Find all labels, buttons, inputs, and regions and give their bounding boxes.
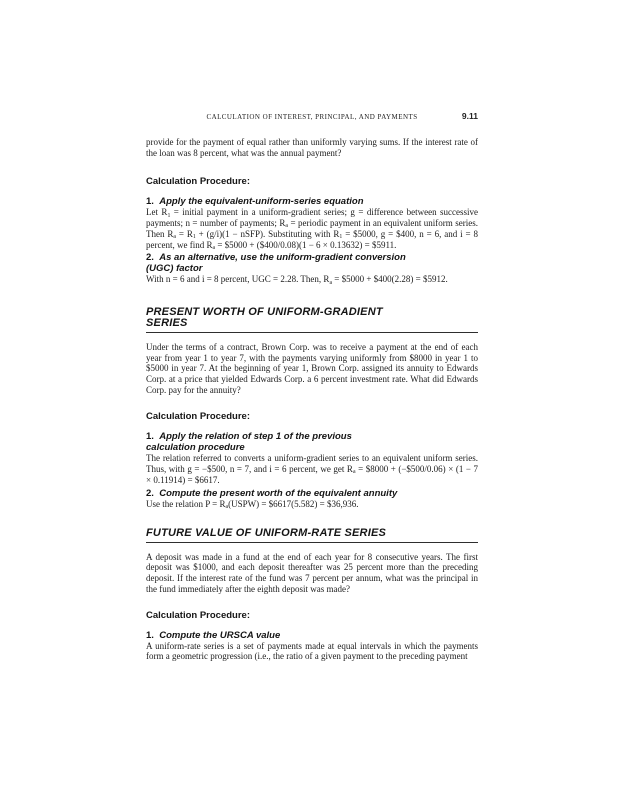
section-heading-line: FUTURE VALUE OF UNIFORM-RATE SERIES xyxy=(146,527,387,540)
step-title-text: (UGC) factor xyxy=(146,263,203,275)
problem-paragraph: A deposit was made in a fund at the end of each year for 8 consecutive years. The first deposit was $1000, and each deposit thereafter was 25 percent more than the preceding deposit. If the interest rate of the fund was 7 percent per annum, what was the principal in the fund immediately after the eighth deposit was made? xyxy=(146,551,478,594)
calculation-procedure-heading: Calculation Procedure: xyxy=(146,176,250,188)
intro-paragraph: provide for the payment of equal rather than uniformly varying sums. If the interest rate of the loan was 8 percent, what was the annual payment? xyxy=(146,137,478,158)
step-body: The relation referred to converts a uniform-gradient series to an equivalent uniform series. Thus, with g = −$500, n = 7, and i = 6 percent, we get $R_a$ = $8000 + (−$500/0.06) × (1 − 7 × 0.11914) = $6617. xyxy=(146,453,478,485)
step-title-text: As an alternative, use the uniform-gradient conversion xyxy=(159,252,406,264)
step-number: 1. xyxy=(146,431,154,443)
step-title-text: Compute the present worth of the equivalent annuity xyxy=(159,487,398,499)
section-heading xyxy=(146,307,478,333)
section-heading xyxy=(146,528,478,543)
step-title xyxy=(146,196,478,207)
calculation-procedure-heading: Calculation Procedure: xyxy=(146,609,250,621)
step-number: 1. xyxy=(146,196,154,208)
step-body: With n = 6 and i = 8 percent, UGC = 2.28. Then, $R_a$ = $5000 + $400(2.28) = $5912. xyxy=(146,274,448,286)
step-number: 2. xyxy=(146,252,154,264)
running-header xyxy=(146,113,478,122)
step-body: Let $R_1$ = initial payment in a uniform-gradient series; g = difference between successive payments; n = number of payments; $R_a$ = periodic payment in an equivalent uniform series. Then $R_a = R_1 + (g/i)(1$ − nSFP). Substituting with $R_1$ = $5000, g = $400, n = 6, and i = 8 percent, we find $R_a$ = $5000 + ($400/0.08)(1 − 6 × 0.13632) = $5911. xyxy=(146,207,478,251)
section-heading-line: SERIES xyxy=(146,317,188,330)
step-title-text: Compute the URSCA value xyxy=(159,629,281,641)
running-header-title: CALCULATION OF INTEREST, PRINCIPAL, AND PAYMENTS xyxy=(206,113,418,121)
step-title xyxy=(146,431,478,453)
problem-paragraph: Under the terms of a contract, Brown Corp. was to receive a payment at the end of each year from year 1 to year 7, with the payments varying uniformly from $8000 in year 1 to $5000 in year 7. At the beginning of year 1, Brown Corp. assigned its annuity to Edwards Corp. at a price that yielded Edwards Corp. a 6 percent investment rate. What did Edwards Corp. pay for the annuity? xyxy=(146,341,478,395)
section-heading-line: PRESENT WORTH OF UNIFORM-GRADIENT xyxy=(146,305,383,318)
page-content xyxy=(146,113,478,662)
step-number: 1. xyxy=(146,629,154,641)
step-title-text: calculation procedure xyxy=(146,442,245,454)
step-number: 2. xyxy=(146,487,154,499)
step-title-text: Apply the relation of step 1 of the previous xyxy=(159,431,352,443)
step-title xyxy=(146,630,478,641)
step-title xyxy=(146,252,478,274)
calculation-procedure-heading: Calculation Procedure: xyxy=(146,411,250,423)
step-title-text: Apply the equivalent-uniform-series equation xyxy=(159,196,364,208)
step-title xyxy=(146,488,478,499)
step-body: A uniform-rate series is a set of payments made at equal intervals in which the payments form a geometric progression (i.e., the ratio of a given payment to the preceding payment xyxy=(146,640,478,662)
step-body: Use the relation $P = R_a(USPW)$ = $6617(5.582) = $36,936. xyxy=(146,498,359,510)
page-number: 9.11 xyxy=(461,111,478,121)
